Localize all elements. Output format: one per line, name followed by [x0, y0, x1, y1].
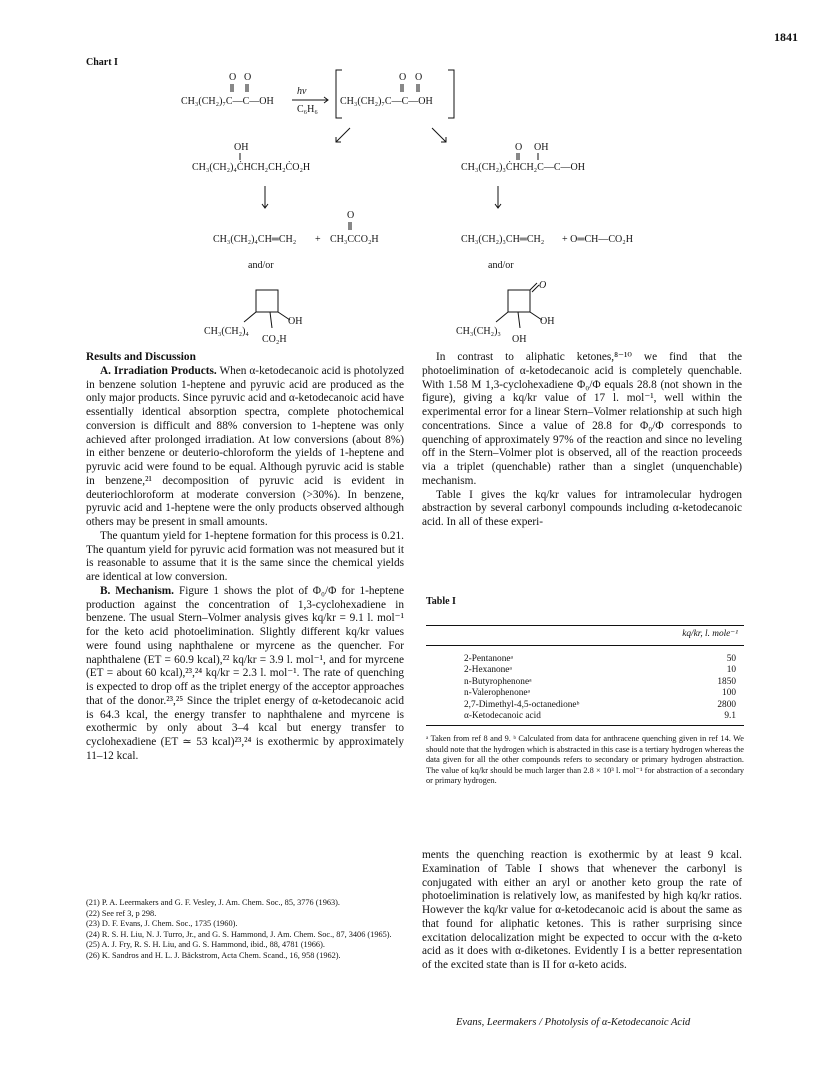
- solvent-label: C₆H₆: [297, 104, 318, 115]
- section-b-text: Figure 1 shows the plot of Φ₀/Φ for 1-heptene production against the concentration of 1,3-cyclohexadiene in benzene. The usual Stern–Volmer analysis gives kq/kr = 9.1 l. mol⁻¹ for the keto acid photoelimination. Slightly different kq/kr values were found using naphthalene or myrcene as the quencher. For naphthalene (ET = 60.9 kcal),²² kq/kr = 3.9 l. mol⁻¹, and for myrcene (ET = about 60 kcal),²³,²⁴ kq/kr = 2.3 l. mol⁻¹. The rate of quenching is expected to drop off as the triplet energy of the acceptor approaches that of the donor.²³,²⁵ Since the triplet energy of α-ketodecanoic acid is 64.3 kcal, the energy transfer to naphthalene and myrcene is exothermic by only about 3–4 kcal but energy transfer to cyclohexadiene (ET ≃ 53 kcal)²³,²⁴ is exothermic by approximately 11–12 kcal.: [86, 584, 404, 762]
- reference-item: (21) P. A. Leermakers and G. F. Vesley, J. Am. Chem. Soc., 85, 3776 (1963).: [86, 898, 340, 907]
- left-ring-co2h: CO₂H: [262, 334, 287, 345]
- excited-o2: O: [415, 72, 423, 83]
- right-product-1: CH₃(CH₂)₃CH═CH₂: [461, 234, 545, 245]
- table-cell-value: 10: [726, 665, 736, 676]
- left-intermediate-oh: OH: [234, 142, 249, 153]
- right-ring-o: O: [539, 280, 547, 291]
- references: [86, 898, 404, 962]
- kq-kr-table: [426, 625, 744, 726]
- table-cell-value: 50: [726, 654, 736, 664]
- table-cell-value: 9.1: [724, 711, 736, 722]
- left-product-2-o: O: [347, 210, 355, 221]
- table-row: [426, 688, 744, 699]
- running-footer: Evans, Leermakers / Photolysis of α-Ketodecanoic Acid: [456, 1017, 691, 1028]
- chart-label: Chart I: [86, 57, 118, 68]
- right-ring-sub: CH₃(CH₂)₃: [456, 326, 501, 337]
- table-row: [426, 654, 744, 665]
- left-product-2: CH₃CCO₂H: [330, 234, 379, 245]
- table-cell-compound: n-Butyrophenoneᵃ: [464, 676, 532, 687]
- quantum-yield-paragraph: The quantum yield for 1-heptene formation for this process is 0.21. The quantum yield for pyruvic acid formation was not measured but it is reasonable to assume that it is the same since the chemical yields are identical at low conversion.: [86, 529, 404, 583]
- left-product-1: CH₃(CH₂)₄CH═CH₂: [213, 234, 297, 245]
- right-intermediate-o: O: [515, 142, 523, 153]
- table-cell-value: 1850: [717, 676, 736, 687]
- left-plus: +: [315, 234, 321, 245]
- results-heading: Results and Discussion: [86, 351, 196, 363]
- right-intermediate: CH₃(CH₂)₃ĊHCH₂C—C—OH: [461, 162, 585, 173]
- reference-item: (23) D. F. Evans, J. Chem. Soc., 1735 (1960).: [86, 919, 238, 929]
- table-cell-value: 2800: [717, 699, 736, 710]
- right-intermediate-oh: OH: [534, 142, 549, 153]
- table-cell-compound: α-Ketodecanoic acid: [464, 711, 541, 722]
- table-row: [426, 677, 744, 688]
- right-column-top: [422, 351, 742, 530]
- table-row: [426, 711, 744, 726]
- page-number: 1841: [774, 30, 798, 44]
- table-title: Table I: [426, 596, 456, 607]
- right-ring-oh2: OH: [512, 334, 527, 345]
- left-intermediate: CH₃(CH₂)₄ĊHCH₂CH₂ĊO₂H: [192, 162, 311, 173]
- excited-o1: O: [399, 72, 407, 83]
- table-row: [426, 665, 744, 676]
- reactant-formula: CH₃(CH₂)₇C—C—OH: [181, 96, 274, 107]
- section-a-text: When α-ketodecanoic acid is photolyzed in benzene solution 1-heptene and pyruvic acid are produced as the only major products. Since pyruvic acid and α-ketodecanoic acid have essentially identical absorption spectra, complete photochemical conversion is difficult and 88% conversion to 1-heptene was only achieved after prolonged irradiation. At low conversions (about 8%) in either benzene or deuterio-chloroform the yields of 1-heptene and pyruvic acid were found to be equal. Although pyruvic acid is stable in benzene,²¹ decomposition of pyruvic acid is evident in deuteriochloroform at moderate conversion (>30%). In benzene, pyruvic acid and 1-heptene were the only products observed although others may be present in small amounts.: [86, 364, 405, 528]
- table-cell-compound: 2,7-Dimethyl-4,5-octanedioneᵇ: [464, 699, 580, 710]
- and-or-right: and/or: [488, 260, 514, 271]
- table-cell-compound: 2-Pentanoneᵃ: [464, 654, 514, 664]
- table-intro-paragraph: Table I gives the kq/kr values for intramolecular hydrogen abstraction by several carbonyl compounds including α-ketodecanoic acid. In all of these experi-: [422, 488, 742, 528]
- section-b-paragraph: [86, 585, 404, 764]
- section-a-label: A. Irradiation Products.: [100, 364, 217, 377]
- quenching-paragraph: In contrast to aliphatic ketones,⁸⁻¹⁰ we find that the photoelimination of α-ketodecanoic acid is completely quenchable. With 1.58 M 1,3-cyclohexadiene Φ₀/Φ equals 28.8 (not shown in the figure), giving a kq/kr value of 17 l. mol⁻¹, well within the experimental error for a linear Stern–Volmer relationship at such high concentrations. Since a value of 28.8 for Φ₀/Φ corresponds to quenching of approximately 97% of the reaction and since no leveling off in the Stern–Volmer plot is observed, all of the reaction proceeds via a triplet (quenchable) rather than a singlet (unquenchable) mechanism.: [422, 351, 742, 487]
- reference-item: (26) K. Sandros and H. L. J. Bäckstrom, Acta Chem. Scand., 16, 958 (1962).: [86, 950, 341, 960]
- excited-formula: CH₃(CH₂)₇C—C—OH: [340, 96, 433, 107]
- left-ring-oh: OH: [288, 316, 303, 327]
- section-b-label: B. Mechanism.: [100, 584, 174, 597]
- and-or-left: and/or: [248, 260, 274, 271]
- reference-item: (22) See ref 3, p 298.: [86, 908, 157, 918]
- right-ring-oh: OH: [540, 316, 555, 327]
- left-ring-sub: CH₃(CH₂)₄: [204, 326, 249, 337]
- reference-item: (25) A. J. Fry, R. S. H. Liu, and G. S. Hammond, ibid., 88, 4781 (1966).: [86, 940, 325, 950]
- table-header: kq/kr, l. mole⁻¹: [682, 629, 738, 639]
- examination-paragraph: ments the quenching reaction is exothermic by at least 9 kcal. Examination of Table I shows that whenever the carbonyl is conjugated with either an aryl or another keto group the rate of photoelimination is relatively low, as manifested by high kq/kr ratios. However the kq/kr value for α-ketodecanoic acid is about the same as that found for aliphatic ketones. This is rather surprising since excitation delocalization might be expected to occur with the α-keto acid as it does with α-diketones. Evidently I is a better representation of the excited state than is II for α-keto acids.: [422, 849, 742, 971]
- table-footnotes: ᵃ Taken from ref 8 and 9. ᵇ Calculated from data for anthracene quenching given in ref 14. We should note that the hydrogen which is abstracted in this case is a tertiary hydrogen whereas the data given for all the other compounds refers to secondary or primary hydrogen abstraction. The value of kq/kr should be much larger than 2.8 × 10³ l. mol⁻¹ for abstraction of a secondary or primary hydrogen.: [426, 734, 744, 786]
- left-column: [86, 351, 404, 764]
- table-row: [426, 700, 744, 711]
- reactant-o2: O: [244, 72, 252, 83]
- table-cell-compound: n-Valerophenoneᵃ: [464, 688, 531, 699]
- right-product-2: + O═CH—CO₂H: [562, 234, 633, 245]
- section-a-paragraph: [86, 365, 404, 530]
- table-cell-compound: 2-Hexanoneᵃ: [464, 665, 512, 676]
- hv-label: hν: [297, 86, 307, 97]
- table-1: [422, 596, 742, 786]
- reference-item: (24) R. S. H. Liu, N. J. Turro, Jr., and G. S. Hammond, J. Am. Chem. Soc., 87, 3406 (1965).: [86, 929, 392, 939]
- table-cell-value: 100: [722, 688, 736, 699]
- right-column-bottom: [422, 849, 742, 973]
- reactant-o1: O: [229, 72, 237, 83]
